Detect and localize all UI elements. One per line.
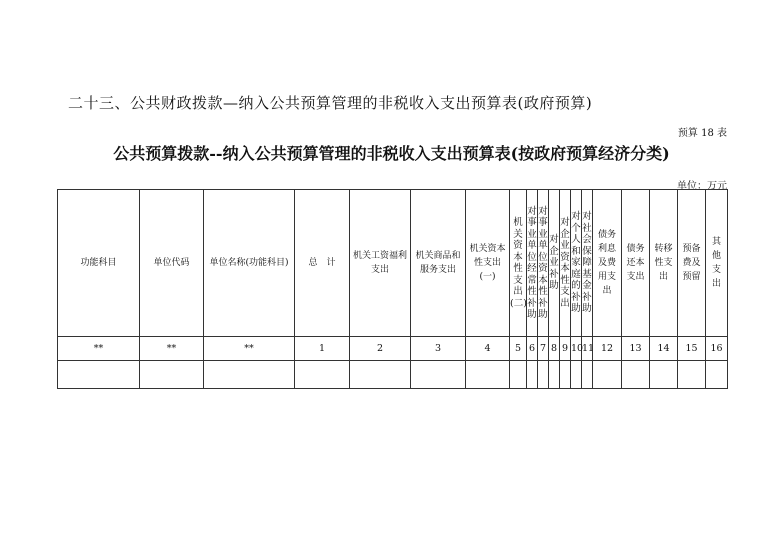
index-cell: 2 <box>350 337 411 361</box>
index-cell: 14 <box>650 337 678 361</box>
index-cell: ** <box>58 337 140 361</box>
col-header: 对社会保障基金补助 <box>582 190 593 337</box>
col-header: 其他支出 <box>706 190 728 337</box>
data-cell <box>140 361 204 389</box>
col-header: 对企业资本性支出 <box>560 190 571 337</box>
index-cell: 5 <box>510 337 527 361</box>
index-cell: 12 <box>593 337 622 361</box>
col-header: 机关资本性支出(一) <box>466 190 510 337</box>
data-cell <box>560 361 571 389</box>
col-header: 债务还本支出 <box>622 190 650 337</box>
data-cell <box>678 361 706 389</box>
index-cell: 16 <box>706 337 728 361</box>
section-heading: 二十三、公共财政拨款—纳入公共预算管理的非税收入支出预算表(政府预算) <box>68 94 593 112</box>
col-header: 机关工资福利支出 <box>350 190 411 337</box>
col-header: 转移性支出 <box>650 190 678 337</box>
data-cell <box>650 361 678 389</box>
index-cell: 1 <box>295 337 350 361</box>
unit-label: 单位：万元 <box>677 181 727 192</box>
table-title: 公共预算拨款--纳入公共预算管理的非税收入支出预算表(按政府预算经济分类) <box>113 144 670 163</box>
col-header: 单位名称(功能科目) <box>204 190 295 337</box>
index-cell: 13 <box>622 337 650 361</box>
col-header: 机关商品和服务支出 <box>411 190 466 337</box>
index-cell: ** <box>204 337 295 361</box>
data-row <box>58 361 728 389</box>
index-row <box>58 337 728 361</box>
col-header: 功能科目 <box>58 190 140 337</box>
col-header: 预备费及预留 <box>678 190 706 337</box>
data-cell <box>204 361 295 389</box>
col-header: 机关资本性支出(二) <box>510 190 527 337</box>
col-header: 对事业单位经常性补助 <box>527 190 538 337</box>
index-cell: 3 <box>411 337 466 361</box>
col-header: 债务利息及费用支出 <box>593 190 622 337</box>
budget-table <box>57 189 728 389</box>
data-cell <box>527 361 538 389</box>
index-cell: 10 <box>571 337 582 361</box>
index-cell: 4 <box>466 337 510 361</box>
index-cell: 11 <box>582 337 593 361</box>
data-cell <box>58 361 140 389</box>
col-header: 总 计 <box>295 190 350 337</box>
col-header: 对事业单位资本性补助 <box>538 190 549 337</box>
index-cell: 9 <box>560 337 571 361</box>
col-header: 对企业补助 <box>549 190 560 337</box>
data-cell <box>571 361 582 389</box>
col-header: 对个人和家庭的补助 <box>571 190 582 337</box>
data-cell <box>510 361 527 389</box>
form-code: 预算 18 表 <box>677 128 727 139</box>
data-cell <box>706 361 728 389</box>
data-cell <box>466 361 510 389</box>
header-row <box>58 190 728 337</box>
data-cell <box>593 361 622 389</box>
index-cell: 7 <box>538 337 549 361</box>
index-cell: 15 <box>678 337 706 361</box>
data-cell <box>549 361 560 389</box>
data-cell <box>350 361 411 389</box>
data-cell <box>582 361 593 389</box>
index-cell: 8 <box>549 337 560 361</box>
index-cell: ** <box>140 337 204 361</box>
data-cell <box>411 361 466 389</box>
data-cell <box>295 361 350 389</box>
col-header: 单位代码 <box>140 190 204 337</box>
data-cell <box>622 361 650 389</box>
data-cell <box>538 361 549 389</box>
index-cell: 6 <box>527 337 538 361</box>
